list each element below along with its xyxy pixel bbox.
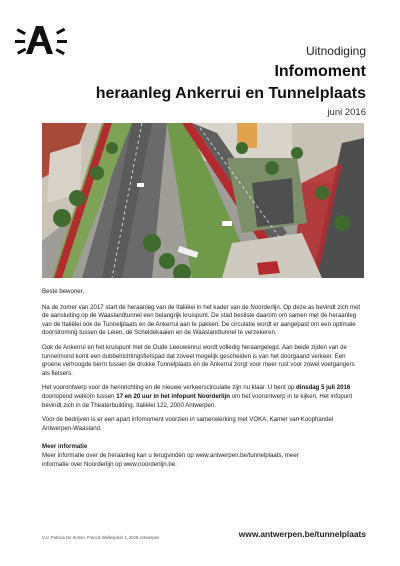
antwerpen-a-logo-icon bbox=[14, 22, 68, 56]
invitation-kicker: Uitnodiging bbox=[305, 44, 366, 58]
invitation-date: juni 2016 bbox=[327, 107, 366, 118]
hero-rendering-image bbox=[42, 123, 364, 278]
paragraph-intro: Na de zomer van 2017 start de heraanleg van de Italiëlei in het kader van de Noorderlijn. Op deze as bevindt zich met de aansluiting op de Waaslandtunnel een belangrijk kruispunt. De stad besliste daarom om samen met de heraanleg van de Italiëlei ook de Tunnelplaats en de Ankerrui aan te pakken. De circulatie wordt er aangepast om een optimale doorstroming tussen de Leien, de Scheldekaaien en de Waaslandtunnel te verzekeren. bbox=[42, 303, 361, 337]
more-info-line2: informatie over Noorderlijn op www.noorderlijn.be. bbox=[42, 460, 177, 468]
event-date: dinsdag 5 juli 2016 bbox=[296, 384, 351, 392]
more-info-line1: Meer informatie over de heraanleg kan u terugvinden op www.antwerpen.be/tunnelplaats, meer bbox=[42, 451, 299, 459]
letter-body bbox=[42, 288, 362, 469]
p3-text-mid: doorlopend welkom tussen bbox=[42, 392, 117, 400]
greeting: Beste bewoner, bbox=[42, 288, 85, 295]
footer-website-link[interactable]: www.antwerpen.be/tunnelplaats bbox=[238, 529, 366, 539]
p3-text-start: Het voorontwerp voor de herinrichting en de nieuwe verkeerscirculatie zijn nu klaar. U bent op bbox=[42, 384, 297, 392]
more-info-heading: Meer informatie bbox=[42, 443, 88, 451]
event-time-location: 17 en 20 uur in het infopunt Noorderlijn bbox=[116, 392, 230, 400]
paragraph-ankerrui: Ook de Ankerrui en het kruispunt met de Oude Leeuwenrui wordt volledig heraangelegd. Aan beide zijden van de tunnelmond komt een dubbelrichtingsfietspad dat zoveel mogelijk gescheiden is van het doorgaand verkeer. Een groene verhoogde berm tussen de drukke Tunnelplaats en de Ankerrui zorgt voor meer rust voor zowel voetgangers als fietsers. bbox=[42, 343, 355, 377]
page-title-line1: Infomoment bbox=[274, 63, 366, 80]
publisher-responsible: V.U. Patricia De Somer, Francis Wellesplein 1, 2018 Antwerpen bbox=[42, 535, 160, 540]
paragraph-infomoment bbox=[42, 384, 362, 410]
paragraph-companies: Voor de bedrijven is er een apart infomoment voorzien in samenwerking met VOKA, Kamer van Koophandel Antwerpen-Waasland. bbox=[42, 416, 334, 432]
p3-text-end: om het voorontwerp in te kijken. Het infopunt bevindt zich in de Theaterbuilding, Italiëlei 122, 2000 Antwerpen. bbox=[42, 392, 353, 409]
invitation-header bbox=[96, 44, 366, 119]
page-title-line2: heraanleg Ankerrui en Tunnelplaats bbox=[95, 85, 366, 102]
